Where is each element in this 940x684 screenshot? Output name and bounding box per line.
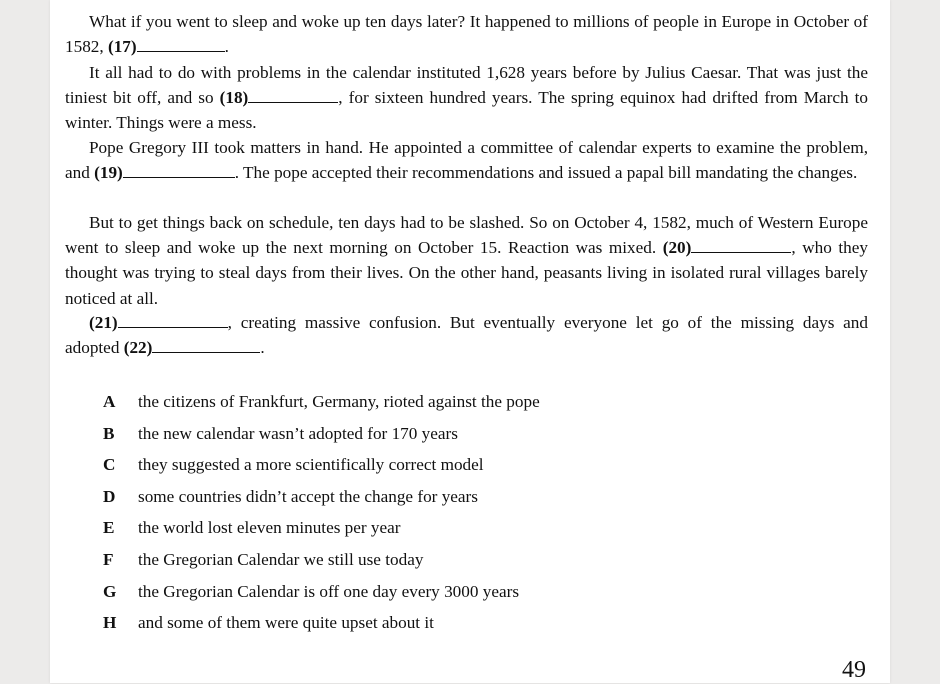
option-b[interactable] xyxy=(100,421,540,453)
option-text: the citizens of Frankfurt, Germany, rioted against the pope xyxy=(138,392,540,411)
option-letter: D xyxy=(103,486,116,506)
option-text: the Gregorian Calendar we still use today xyxy=(138,549,424,569)
paragraph-1 xyxy=(65,9,868,59)
option-letter: A xyxy=(103,392,116,411)
option-e[interactable] xyxy=(100,515,540,547)
paragraph-text: , who they thought was trying to steal days from their lives. On the other hand, peasants living in isolated rural villages barely noticed at all. xyxy=(65,238,868,308)
option-letter: G xyxy=(103,581,117,601)
paragraph-text: . xyxy=(260,338,265,358)
answer-blank-20[interactable] xyxy=(691,237,791,253)
option-letter: B xyxy=(103,423,115,443)
answer-blank-21[interactable] xyxy=(118,312,228,328)
paragraph-text: . xyxy=(224,37,229,57)
question-number-20: (20) xyxy=(662,238,692,258)
option-a[interactable] xyxy=(100,389,540,421)
paragraph-text: . The pope accepted their recommendations and issued a papal bill mandating the changes. xyxy=(234,163,858,183)
paragraph-text: But to get things back on schedule, ten days had to be slashed. So on October 4, 1582, much of Western Europe went to sleep and woke up the next morning on October 15. Reaction was mixed. xyxy=(65,213,868,258)
option-h[interactable] xyxy=(100,610,540,642)
question-number-21: (21) xyxy=(89,313,118,332)
paragraph-4 xyxy=(65,210,868,311)
paragraph-5 xyxy=(65,310,868,360)
question-number-22: (22) xyxy=(123,338,153,358)
answer-blank-17[interactable] xyxy=(137,36,225,52)
question-number-18: (18) xyxy=(219,88,249,108)
question-number-17: (17) xyxy=(107,37,137,57)
answer-blank-22[interactable] xyxy=(152,337,260,353)
question-number-19: (19) xyxy=(94,163,123,183)
paragraph-text: It all had to do with problems in the calendar instituted 1,628 years before by Julius Caesar. That was just the tiniest bit off, and so xyxy=(65,63,868,108)
answer-blank-18[interactable] xyxy=(248,87,338,103)
paragraph-2 xyxy=(65,60,868,136)
paragraph-3 xyxy=(65,135,868,185)
option-d[interactable] xyxy=(100,484,540,516)
option-letter: C xyxy=(103,455,116,475)
answer-options-list xyxy=(100,389,540,642)
option-text: they suggested a more scientifically correct model xyxy=(138,455,484,475)
page-number: 49 xyxy=(842,657,866,683)
option-f[interactable] xyxy=(100,547,540,579)
option-letter: E xyxy=(103,518,115,538)
option-letter: H xyxy=(103,613,117,633)
option-text: and some of them were quite upset about it xyxy=(138,613,434,633)
option-letter: F xyxy=(103,549,114,569)
answer-blank-19[interactable] xyxy=(123,162,235,178)
option-text: some countries didn’t accept the change for years xyxy=(138,486,478,506)
paragraph-text: , creating massive confusion. But eventually everyone let go of the missing days and adopted xyxy=(65,313,868,358)
paragraph-text: , for sixteen hundred years. The spring equinox had drifted from March to winter. Things were a mess. xyxy=(65,88,868,133)
option-text: the world lost eleven minutes per year xyxy=(138,518,401,538)
option-g[interactable] xyxy=(100,579,540,611)
paragraph-text: Pope Gregory III took matters in hand. He appointed a committee of calendar experts to examine the problem, and xyxy=(65,138,868,183)
paragraph-text: What if you went to sleep and woke up ten days later? It happened to millions of people in Europe in October of 1582, xyxy=(65,12,868,57)
option-c[interactable] xyxy=(100,452,540,484)
option-text: the new calendar wasn’t adopted for 170 years xyxy=(138,423,458,443)
option-text: the Gregorian Calendar is off one day every 3000 years xyxy=(138,581,520,601)
